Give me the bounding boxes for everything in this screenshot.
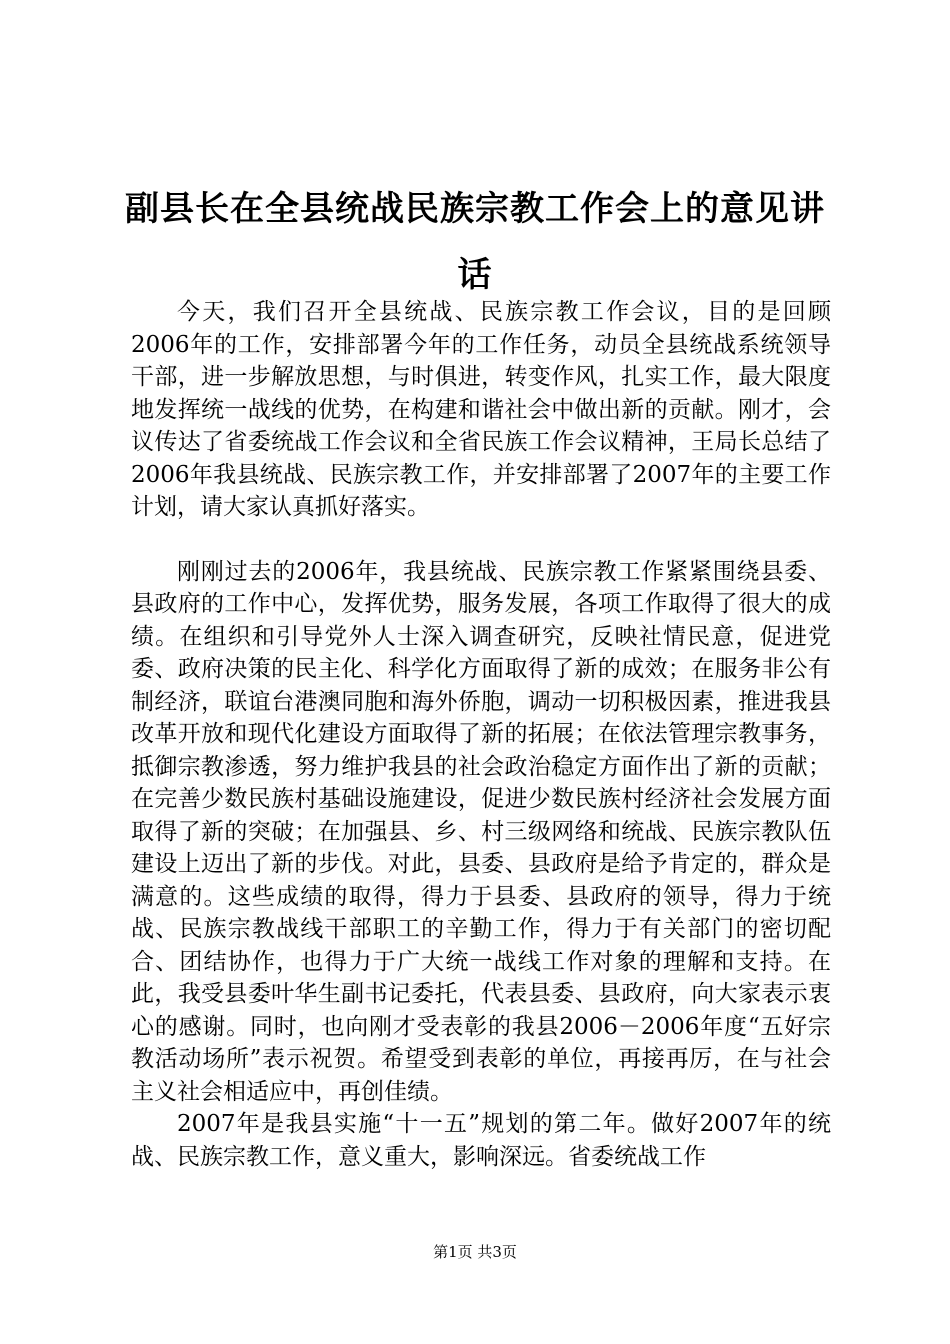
page-footer: 第1页 共3页: [433, 1243, 517, 1261]
paragraph-2007-plan: 2007年是我县实施“十一五”规划的第二年。做好2007年的统战、民族宗教工作，意义重大，影响深远。省委统战工作: [131, 1111, 831, 1170]
paragraph-achievements: 刚刚过去的2006年，我县统战、民族宗教工作紧紧围绕县委、县政府的工作中心，发挥优势，服务发展，各项工作取得了很大的成绩。在组织和引导党外人士深入调查研究，反映社情民意，促进党委、政府决策的民主化、科学化方面取得了新的成效；在服务非公有制经济，联谊台港澳同胞和海外侨胞，调动一切积极因素，推进我县改革开放和现代化建设方面取得了新的拓展；在依法管理宗教事务，抵御宗教渗透，努力维护我县的社会政治稳定方面作出了新的贡献；在完善少数民族村基础设施建设，促进少数民族村经济社会发展方面取得了新的突破；在加强县、乡、村三级网络和统战、民族宗教队伍建设上迈出了新的步伐。对此，县委、县政府是给予肯定的，群众是满意的。这些成绩的取得，得力于县委、县政府的领导，得力于统战、民族宗教战线干部职工的辛勤工作，得力于有关部门的密切配合、团结协作，也得力于广大统一战线工作对象的理解和支持。在此，我受县委叶华生副书记委托，代表县委、县政府，向大家表示衷心的感谢。同时，也向刚才受表彰的我县2006－2006年度“五好宗教活动场所”表示祝贺。希望受到表彰的单位，再接再厉，在与社会主义社会相适应中，再创佳绩。: [131, 558, 831, 1105]
document-title: 副县长在全县统战民族宗教工作会上的意见讲话: [125, 189, 825, 295]
document-body: [131, 296, 831, 1173]
paragraph-opening: 今天，我们召开全县统战、民族宗教工作会议，目的是回顾2006年的工作，安排部署今年的工作任务，动员全县统战系统领导干部，进一步解放思想，与时俱进，转变作风，扎实工作，最大限度地发挥统一战线的优势，在构建和谐社会中做出新的贡献。刚才，会议传达了省委统战工作会议和全省民族工作会议精神，王局长总结了2006年我县统战、民族宗教工作，并安排部署了2007年的主要工作计划，请大家认真抓好落实。: [131, 299, 831, 520]
